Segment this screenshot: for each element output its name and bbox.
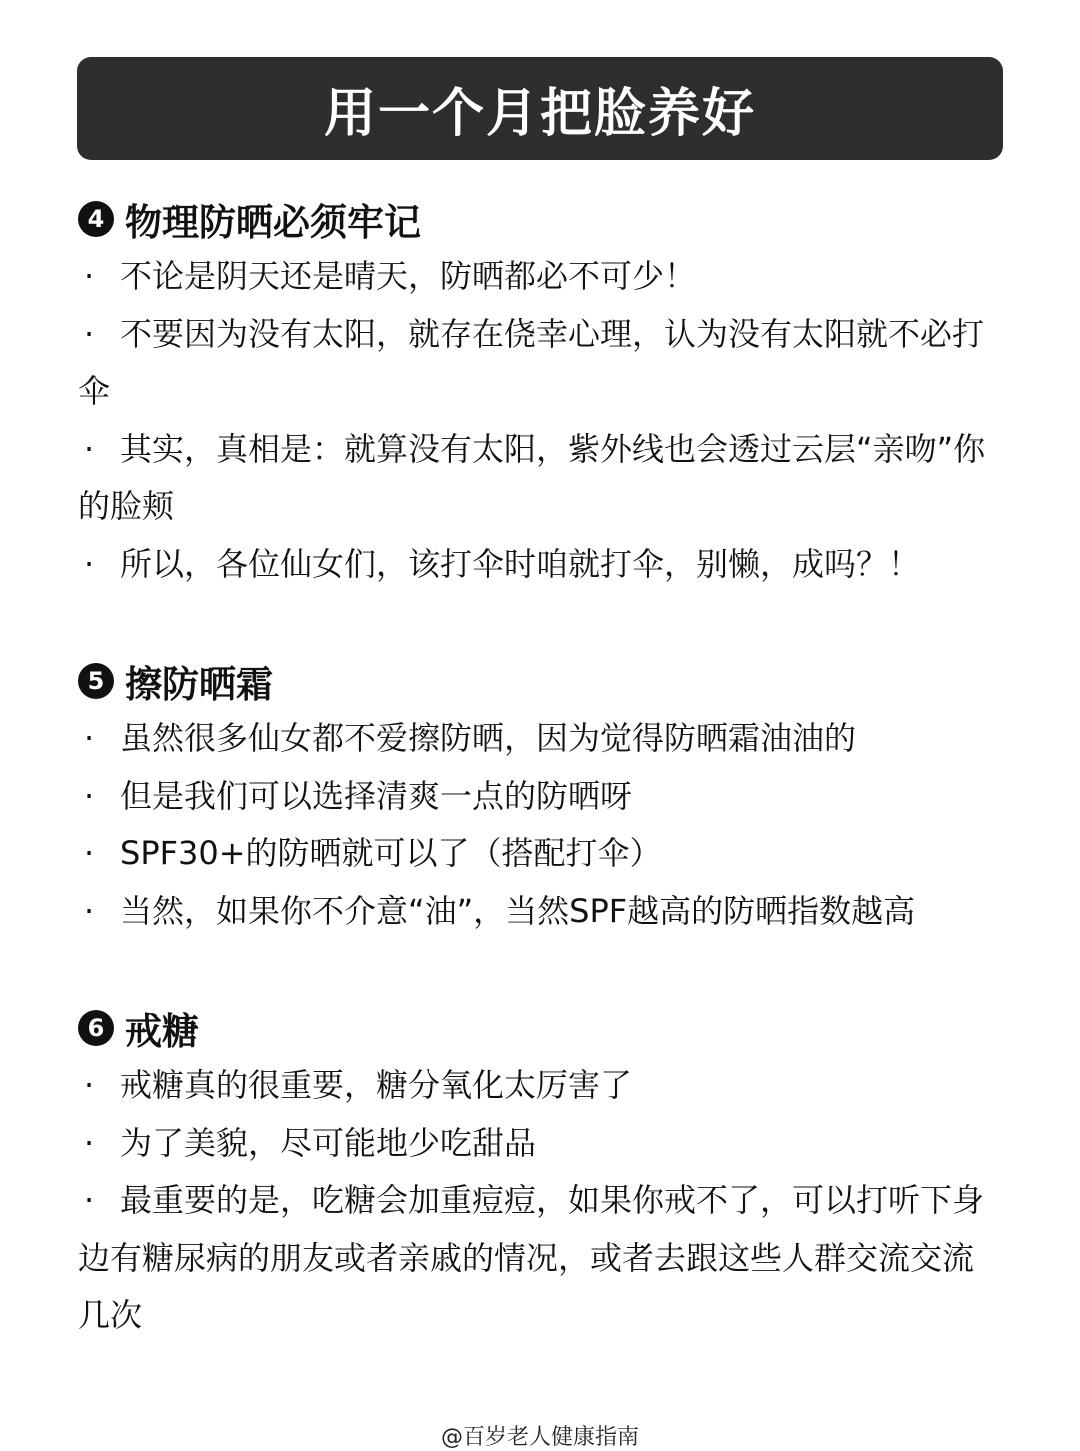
section-spacer bbox=[78, 940, 998, 999]
section-heading bbox=[78, 999, 998, 1057]
bullet-icon: · bbox=[84, 776, 95, 815]
list-item: · 当然，如果你不介意“油”，当然SPF越高的防晒指数越高 bbox=[78, 883, 998, 941]
section-quit-sugar bbox=[78, 999, 998, 1345]
section-spacer bbox=[78, 593, 998, 652]
list-item: · 虽然很多仙女都不爱擦防晒，因为觉得防晒霜油油的 bbox=[78, 710, 998, 768]
number-badge-icon: 4 bbox=[78, 201, 114, 237]
list-item: · 为了美貌，尽可能地少吃甜品 bbox=[78, 1115, 998, 1173]
number-badge-icon: 6 bbox=[78, 1010, 114, 1046]
bullet-icon: · bbox=[84, 834, 95, 872]
title-banner bbox=[77, 57, 1003, 160]
article-body bbox=[78, 190, 998, 1345]
bullet-icon: · bbox=[84, 719, 95, 757]
section-heading bbox=[78, 652, 998, 710]
bullet-list bbox=[78, 1057, 998, 1345]
watermark-credit: @百岁老人健康指南 bbox=[440, 1425, 639, 1450]
list-item: · 不论是阴天还是晴天，防晒都必不可少！ bbox=[78, 248, 998, 306]
section-heading bbox=[78, 190, 998, 248]
bullet-list bbox=[78, 248, 998, 593]
bullet-icon: · bbox=[84, 891, 95, 930]
section-sunscreen bbox=[78, 652, 998, 940]
section-title: 物理防晒必须牢记 bbox=[125, 201, 421, 244]
list-item: · 戒糖真的很重要，糖分氧化太厉害了 bbox=[78, 1057, 998, 1115]
bullet-icon: · bbox=[84, 1123, 95, 1162]
list-item: · 最重要的是，吃糖会加重痘痘，如果你戒不了，可以打听下身边有糖尿病的朋友或者亲戚的情况，或者去跟这些人群交流交流几次 bbox=[78, 1172, 998, 1345]
list-item: · 但是我们可以选择清爽一点的防晒呀 bbox=[78, 768, 998, 826]
bullet-icon: · bbox=[84, 257, 95, 295]
section-title: 擦防晒霜 bbox=[125, 663, 273, 706]
list-item: · 其实，真相是：就算没有太阳，紫外线也会透过云层“亲吻”你的脸颊 bbox=[78, 421, 998, 536]
list-item: · 所以，各位仙女们，该打伞时咱就打伞，别懒，成吗？！ bbox=[78, 536, 998, 594]
bullet-list bbox=[78, 710, 998, 940]
list-item: · 不要因为没有太阳，就存在侥幸心理，认为没有太阳就不必打伞 bbox=[78, 306, 998, 421]
bullet-icon: · bbox=[84, 1066, 95, 1104]
bullet-icon: · bbox=[84, 544, 95, 583]
page-title: 用一个月把脸养好 bbox=[323, 84, 756, 144]
number-badge-icon: 5 bbox=[78, 663, 114, 699]
list-item: · SPF30+的防晒就可以了（搭配打伞） bbox=[78, 825, 998, 883]
bullet-icon: · bbox=[84, 429, 95, 468]
bullet-icon: · bbox=[84, 1181, 95, 1219]
bullet-icon: · bbox=[84, 314, 95, 353]
section-physical-sun-protection bbox=[78, 190, 998, 593]
section-title: 戒糖 bbox=[125, 1010, 199, 1053]
